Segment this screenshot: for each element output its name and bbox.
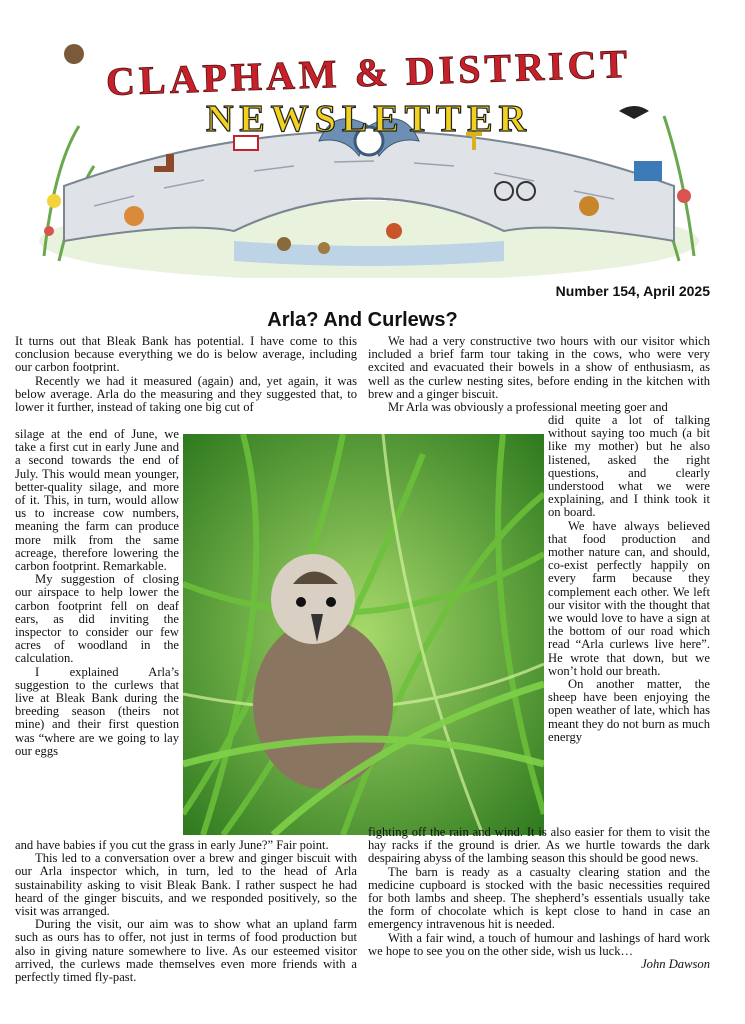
tractor-icon xyxy=(634,161,662,181)
left-column-narrow xyxy=(15,428,179,758)
closing-text: With a fair wind, a touch of humour and lashings of hard work we hope to see you on the other side, wish us luck… xyxy=(368,930,710,958)
paragraph: did quite a lot of talking without saying too much (a bit like my mother) but he also listened, asked the right questions, and clearly understood what we were explaining, and I think took it on board. xyxy=(548,413,710,520)
paragraph: This led to a conversation over a brew and ginger biscuit with our Arla inspector which, in turn, led to the head of Arla sustainability asking to visit Bleak Bank. I rather suspect he had heard of the ginger biscuits, and we responded positively, so the visit was arranged. xyxy=(15,851,357,919)
paragraph: We have always believed that food production and mother nature can, and should, co-exist perfectly happily on every farm because they complement each other. We left our visitor with the thought that we would love to have a sign at the bottom of our road which read “Arla curlews live here”. He wrote that down, but we won’t hold our breath. xyxy=(548,518,710,678)
paragraph: Recently we had it measured (again) and, yet again, it was below average. Arla do the measuring and they suggested that, to lower it further, instead of taking one big cut of xyxy=(15,373,357,415)
paragraph: The barn is ready as a casualty clearing station and the medicine cupboard is stocked with the basic necessities required for both lambs and sheep. The shepherd’s essentials usually take the form of chocolate which is kept close to hand in case an emergency intravenous hit is needed. xyxy=(368,864,710,932)
dog-icon xyxy=(579,196,599,216)
paragraph: On another matter, the sheep have been enjoying the open weather of late, which has meant they do not burn as much energy xyxy=(548,677,710,744)
masthead-line1: CLAPHAM & DISTRICT xyxy=(105,40,632,105)
right-column-top xyxy=(368,335,710,414)
paragraph: silage at the end of June, we take a first cut in early June and a second towards the end of July. This would mean younger, better-quality silage, and more of it. This, in turn, would allow us to increase cow numbers, meaning the farm can produce more milk from the same acreage, therefore lowering the carbon footprint. Remarkable. xyxy=(15,427,179,574)
paragraph: and have babies if you cut the grass in early June?” Fair point. xyxy=(15,838,329,852)
duck-icon xyxy=(277,237,291,251)
left-column-bottom xyxy=(15,839,357,984)
left-column-top xyxy=(15,335,357,414)
paragraph: We had a very constructive two hours with our visitor which included a brief farm tour taking in the cows, who were very excited and evacuated their bowels in a show of enthusiasm, as well as the curlew nesting sites, before ending in the kitchen with brew and a ginger biscuit. xyxy=(368,334,710,401)
masthead-line2: NEWSLETTER xyxy=(205,98,533,140)
robin-icon xyxy=(386,223,402,239)
bird-icon xyxy=(64,44,84,64)
paragraph: Mr Arla was obviously a professional meeting goer and xyxy=(388,400,668,415)
paragraph: My suggestion of closing our airspace to help lower the carbon footprint fell on deaf ears, as did inviting the inspector to consider our few acres of woodland in the calculation. xyxy=(15,572,179,666)
duckling-icon xyxy=(318,242,330,254)
magpie-icon xyxy=(619,106,649,119)
right-column-bottom xyxy=(368,826,710,971)
paragraph: I explained Arla’s suggestion to the curlews that live at Bleak Bank during the breeding season (theirs not mine) and their first question was “where are we going to lay our eggs xyxy=(15,664,179,758)
cat-icon xyxy=(124,206,144,226)
article-headline: Arla? And Curlews? xyxy=(267,309,458,331)
curlew-chick-photo xyxy=(183,434,544,835)
masthead-illustration xyxy=(34,16,704,278)
paragraph: It turns out that Bleak Bank has potential. I have come to this conclusion because everything we do is below average, including our carbon footprint. xyxy=(15,334,357,375)
right-column-narrow xyxy=(548,414,710,744)
paragraph: fighting off the rain and wind. It is also easier for them to visit the hay racks if the ground is drier. As we hurtle towards the dark despairing abyss of the lambing season this should be good news. xyxy=(368,825,710,866)
paragraph xyxy=(368,930,710,972)
issue-number: Number 154, April 2025 xyxy=(555,283,710,299)
author-signature: John Dawson xyxy=(641,957,710,972)
paragraph: During the visit, our aim was to show what an upland farm such as ours has to offer, not just in terms of food production but also in giving nature somewhere to live. As our esteemed visitor arrived, the curlews made themselves even more friends with a perfectly timed fly-past. xyxy=(15,917,357,985)
